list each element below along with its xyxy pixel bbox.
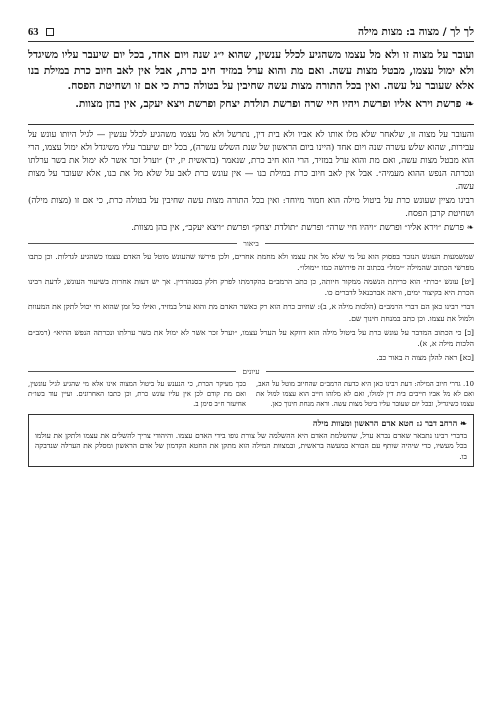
commentary: [28, 129, 474, 234]
leaf-ornament-icon: ❧: [465, 97, 474, 110]
notes-label: עיונים: [242, 367, 260, 377]
main-text: [28, 48, 474, 112]
page-number: 63: [28, 27, 39, 38]
biur-paragraph-1: שמשמעות העונש הנזכר בפסוק הוא על מי שלא מל את עצמו ולא מחמת אחרים, ולכן פירשו שהעונש מוטל על האדם עצמו כשהגיע לגדלות. וכן כתבו מפרשי הכתוב שהמילה ״ימול״ בכתוב זה פירושה כמו ״ימולו״.: [28, 251, 474, 272]
expansion-box: [28, 414, 474, 467]
biur-label: ביאור: [243, 238, 259, 248]
running-title: לך לך / מצוה ב: מצות מילה: [357, 26, 474, 38]
square-ornament-icon: [46, 28, 54, 36]
divider-line: [28, 243, 237, 244]
biur-divider: [28, 239, 474, 248]
biur-paragraph-4: [כ] כי הכתוב המדבר על עונש כרת על ביטול מילה הוא דווקא על הערל עצמו, ״וערל זכר אשר לא ימול את בשר ערלתו ונכרתה הנפש ההיא״ (רמב״ם הלכות מילה א, א).: [28, 327, 474, 349]
divider-line: [265, 243, 474, 244]
page-header: [28, 26, 474, 42]
section-rule: [28, 124, 474, 125]
biur-paragraph-3: דברי רבינו כאן הם דברי הרמב״ם (הלכות מילה א, ב): שחיוב כרת הוא רק כאשר האדם מת והוא ערל במזיד, ואילו כל זמן שהוא חי יכול לתקן את המעוות ולמול את עצמו. וכן כתב במנחת חינוך שם.: [28, 302, 474, 323]
page-number-group: [28, 26, 58, 38]
biur-section: [28, 251, 474, 364]
divider-line: [266, 371, 474, 372]
notes-divider: [28, 367, 474, 376]
commentary-paragraph-3: ❧ פרשת ״וירא אליו״ ופרשת ״ויהיו חיי שרה״ ופרשת ״תולדת יצחק״ ופרשת ״ויצא יעקב״, אין בהן מצוות.: [131, 222, 474, 233]
expansion-title: ❧ הרחב דבר ג: חטא אדם הראשון ומצוות מילה: [312, 418, 467, 429]
commentary-paragraph-2: רבינו מציין שעונש כרת על ביטול מילה הוא חמור מיוחד: ואין בכל התורה מצות עשה שחיבין על בטולה כרת, כי אם זו (מצות מילה) ושחיטת קרבן הפסח.: [28, 195, 474, 219]
notes-section: [28, 379, 474, 409]
notes-column-left: בכך מעיקר הכרת, כי הנענש על ביטול המצוה אינו אלא מי שהגיע לגיל עונשין, ואם מת קודם לכן אין עליו עונש כרת, וכן כתבו האחרונים. ועיין עוד בשו״ת אחיעזר ח״ב סימן ב.: [28, 380, 246, 409]
divider-line: [28, 371, 236, 372]
expansion-text: בדברי רבינו נתבאר שאדם נברא ערל, שהשלמת האדם היא ההשלמה של צורת גופו בידי האדם עצמו. והיהודי צריך להשלים את עצמו ולתקן את עולמו בכל מעשיו, כדי שיהיה שותף עם הבורא במעשה בראשית, ובמצוות המילה הוא מתקן את החטא הקדמון של אדם הראשון ומסלק את הערלה שנדבקה בו.: [35, 430, 467, 461]
notes-column-right: 10. גדרי חיוב המילה: דעת רבינו כאן היא כדעת הרמב״ם שהחיוב מוטל על האב, ואם לא מל אביו חייבים בית דין למולו, ואם לא מלוהו חייב הוא עצמו למול את עצמו כשיגדיל, ובכל יום שעובר עליו ביטל מצות עשה. וראה מנחת חינוך כאן.: [256, 380, 474, 409]
biur-paragraph-2: [יט] עונש ״כרת״ הוא כריתת הנשמה ממקור חיותה, כן כתב הרמב״ם בהקדמתו לפרק חלק בסנהדרין. אך יש דעות אחרות בשיעור העונש, לדעת רבינו הכרת היא בקיצור ימים, וראה אברבנאל לדברים כו.: [28, 277, 474, 298]
main-text-paragraph: ועובר על מצוה זו ולא מל עצמו משהגיע לכלל ענשין, שהוא י״ג שנה ויום אחד, בכל יום שיעבר עליו משיגדל ולא ימול עצמו, מבטל מצות עשה. ואם מת והוא ערל במזיד חיב כרת, אבל אין לאב חיוב כרת במילת בנו אלא שעובר על עשה. ואין בכל התורה מצות עשה שחיבין על בטולה כרת כי אם זו ושחיטת הפסח.: [28, 49, 474, 93]
parashot-text: פרשת וירא אליו ופרשת ויהיו חיי שרה ופרשת תולדת יצחק ופרשת ויצא יעקב, אין בהן מצוות.: [75, 97, 462, 110]
main-text-parashot: [28, 97, 474, 113]
commentary-paragraph-1: והעובר על מצוה זו, שלאחר שלא מלו אותו לא אביו ולא בית דין, נתרשל ולא מל עצמו משהגיע לכלל ענשין — לגיל היותו עונש על עבירות, שהוא שלש עשרה שנה ויום אחד (היינו ביום הראשון של שנת השלש עשרה), בכל יום שיעבר עליו משיגדל ולא ימול עצמו, הרי הוא מבטל מצות עשה, ואם מת והוא ערל במזיד, הרי הוא חיב כרת, שנאמר (בראשית יז, יד) ״וערל זכר אשר לא ימול את בשר ערלתו ונכרתה הנפש ההוא מעמיה״. אבל אין לאב חיוב כרת במילת בנו — אין עונש כרת לאב על שלא מל את בנו, אלא שעובר על מצות עשה.: [28, 130, 474, 192]
biur-paragraph-5: [כא] ראה להלן מצוה ה באור כב.: [376, 353, 474, 363]
